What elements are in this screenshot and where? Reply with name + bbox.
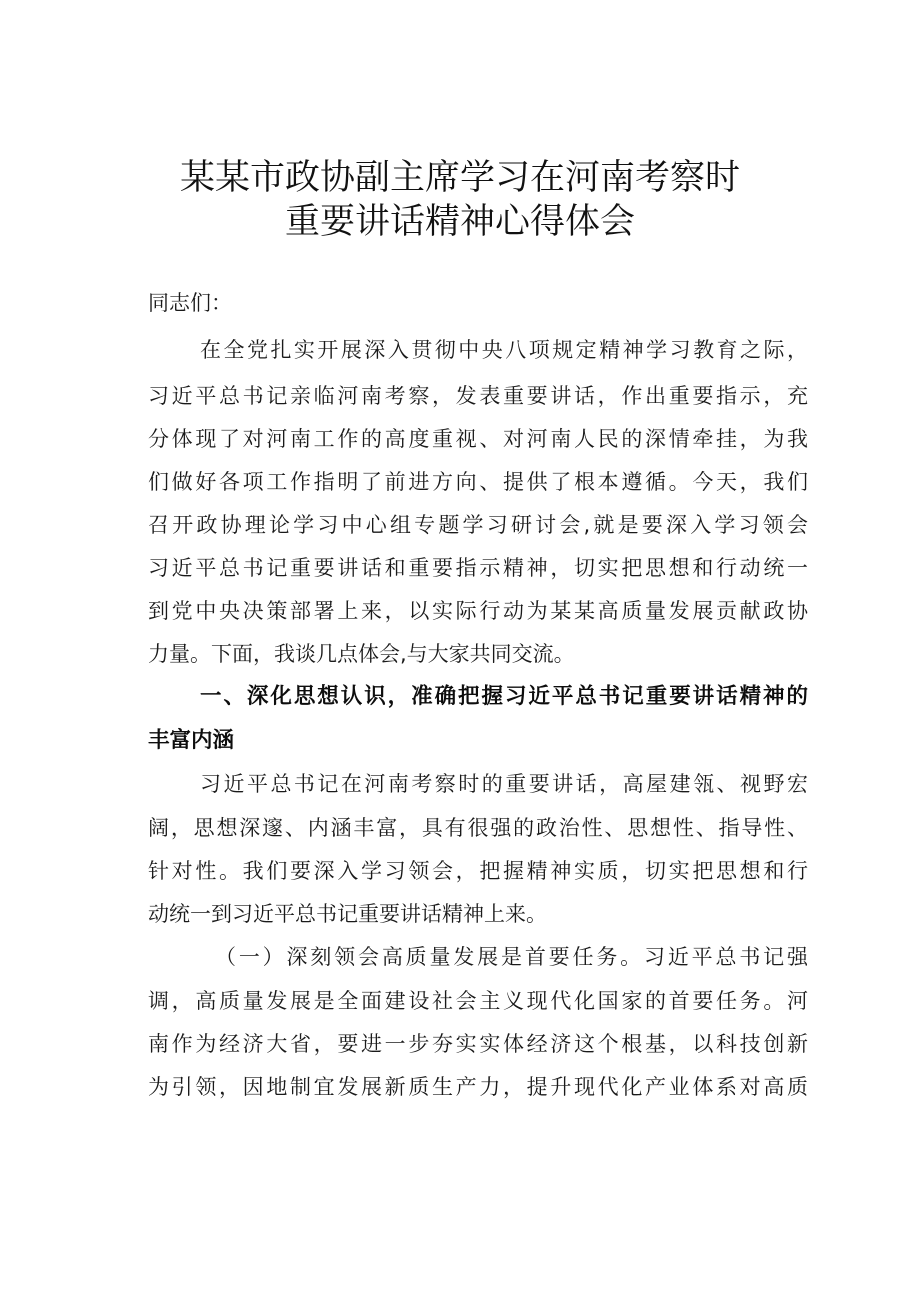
document-title-line-1: 某某市政协副主席学习在河南考察时	[179, 158, 740, 198]
paragraph-line: 们做好各项工作指明了前进方向、提供了根本遵循。今天，我们	[148, 470, 808, 494]
paragraph-line: 到党中央决策部署上来，以实际行动为某某高质量发展贡献政协	[148, 599, 808, 623]
paragraph-line: 阔，思想深邃、内涵丰富，具有很强的政治性、思想性、指导性、	[148, 816, 808, 840]
paragraph-line: 为引领，因地制宜发展新质生产力，提升现代化产业体系对高质	[148, 1075, 808, 1099]
paragraph-line: 南作为经济大省，要进一步夯实实体经济这个根基，以科技创新	[148, 1032, 808, 1056]
paragraph-line: 召开政协理论学习中心组专题学习研讨会,就是要深入学习领会	[148, 513, 808, 537]
paragraph-line: 分体现了对河南工作的高度重视、对河南人民的深情牵挂，为我	[148, 427, 808, 451]
paragraph-line: 针对性。我们要深入学习领会，把握精神实质，切实把思想和行	[148, 859, 808, 883]
paragraph-line: 在全党扎实开展深入贯彻中央八项规定精神学习教育之际，	[200, 338, 808, 362]
salutation: 同志们：	[148, 291, 232, 315]
section-heading-continuation: 丰富内涵	[148, 728, 235, 753]
paragraph-line: 动统一到习近平总书记重要讲话精神上来。	[148, 902, 547, 926]
document-title-line-2: 重要讲话精神心得体会	[284, 202, 635, 242]
paragraph-line: 习近平总书记在河南考察时的重要讲话，高屋建瓴、视野宏	[200, 772, 808, 796]
paragraph-line: （一）深刻领会高质量发展是首要任务。习近平总书记强	[215, 945, 808, 969]
paragraph-line: 习近平总书记亲临河南考察，发表重要讲话，作出重要指示，充	[148, 384, 808, 408]
paragraph-line: 调，高质量发展是全面建设社会主义现代化国家的首要任务。河	[148, 989, 808, 1013]
paragraph-line: 力量。下面，我谈几点体会,与大家共同交流。	[148, 642, 575, 666]
paragraph-line: 习近平总书记重要讲话和重要指示精神，切实把思想和行动统一	[148, 556, 808, 580]
section-heading: 一、深化思想认识，准确把握习近平总书记重要讲话精神的	[200, 684, 808, 709]
